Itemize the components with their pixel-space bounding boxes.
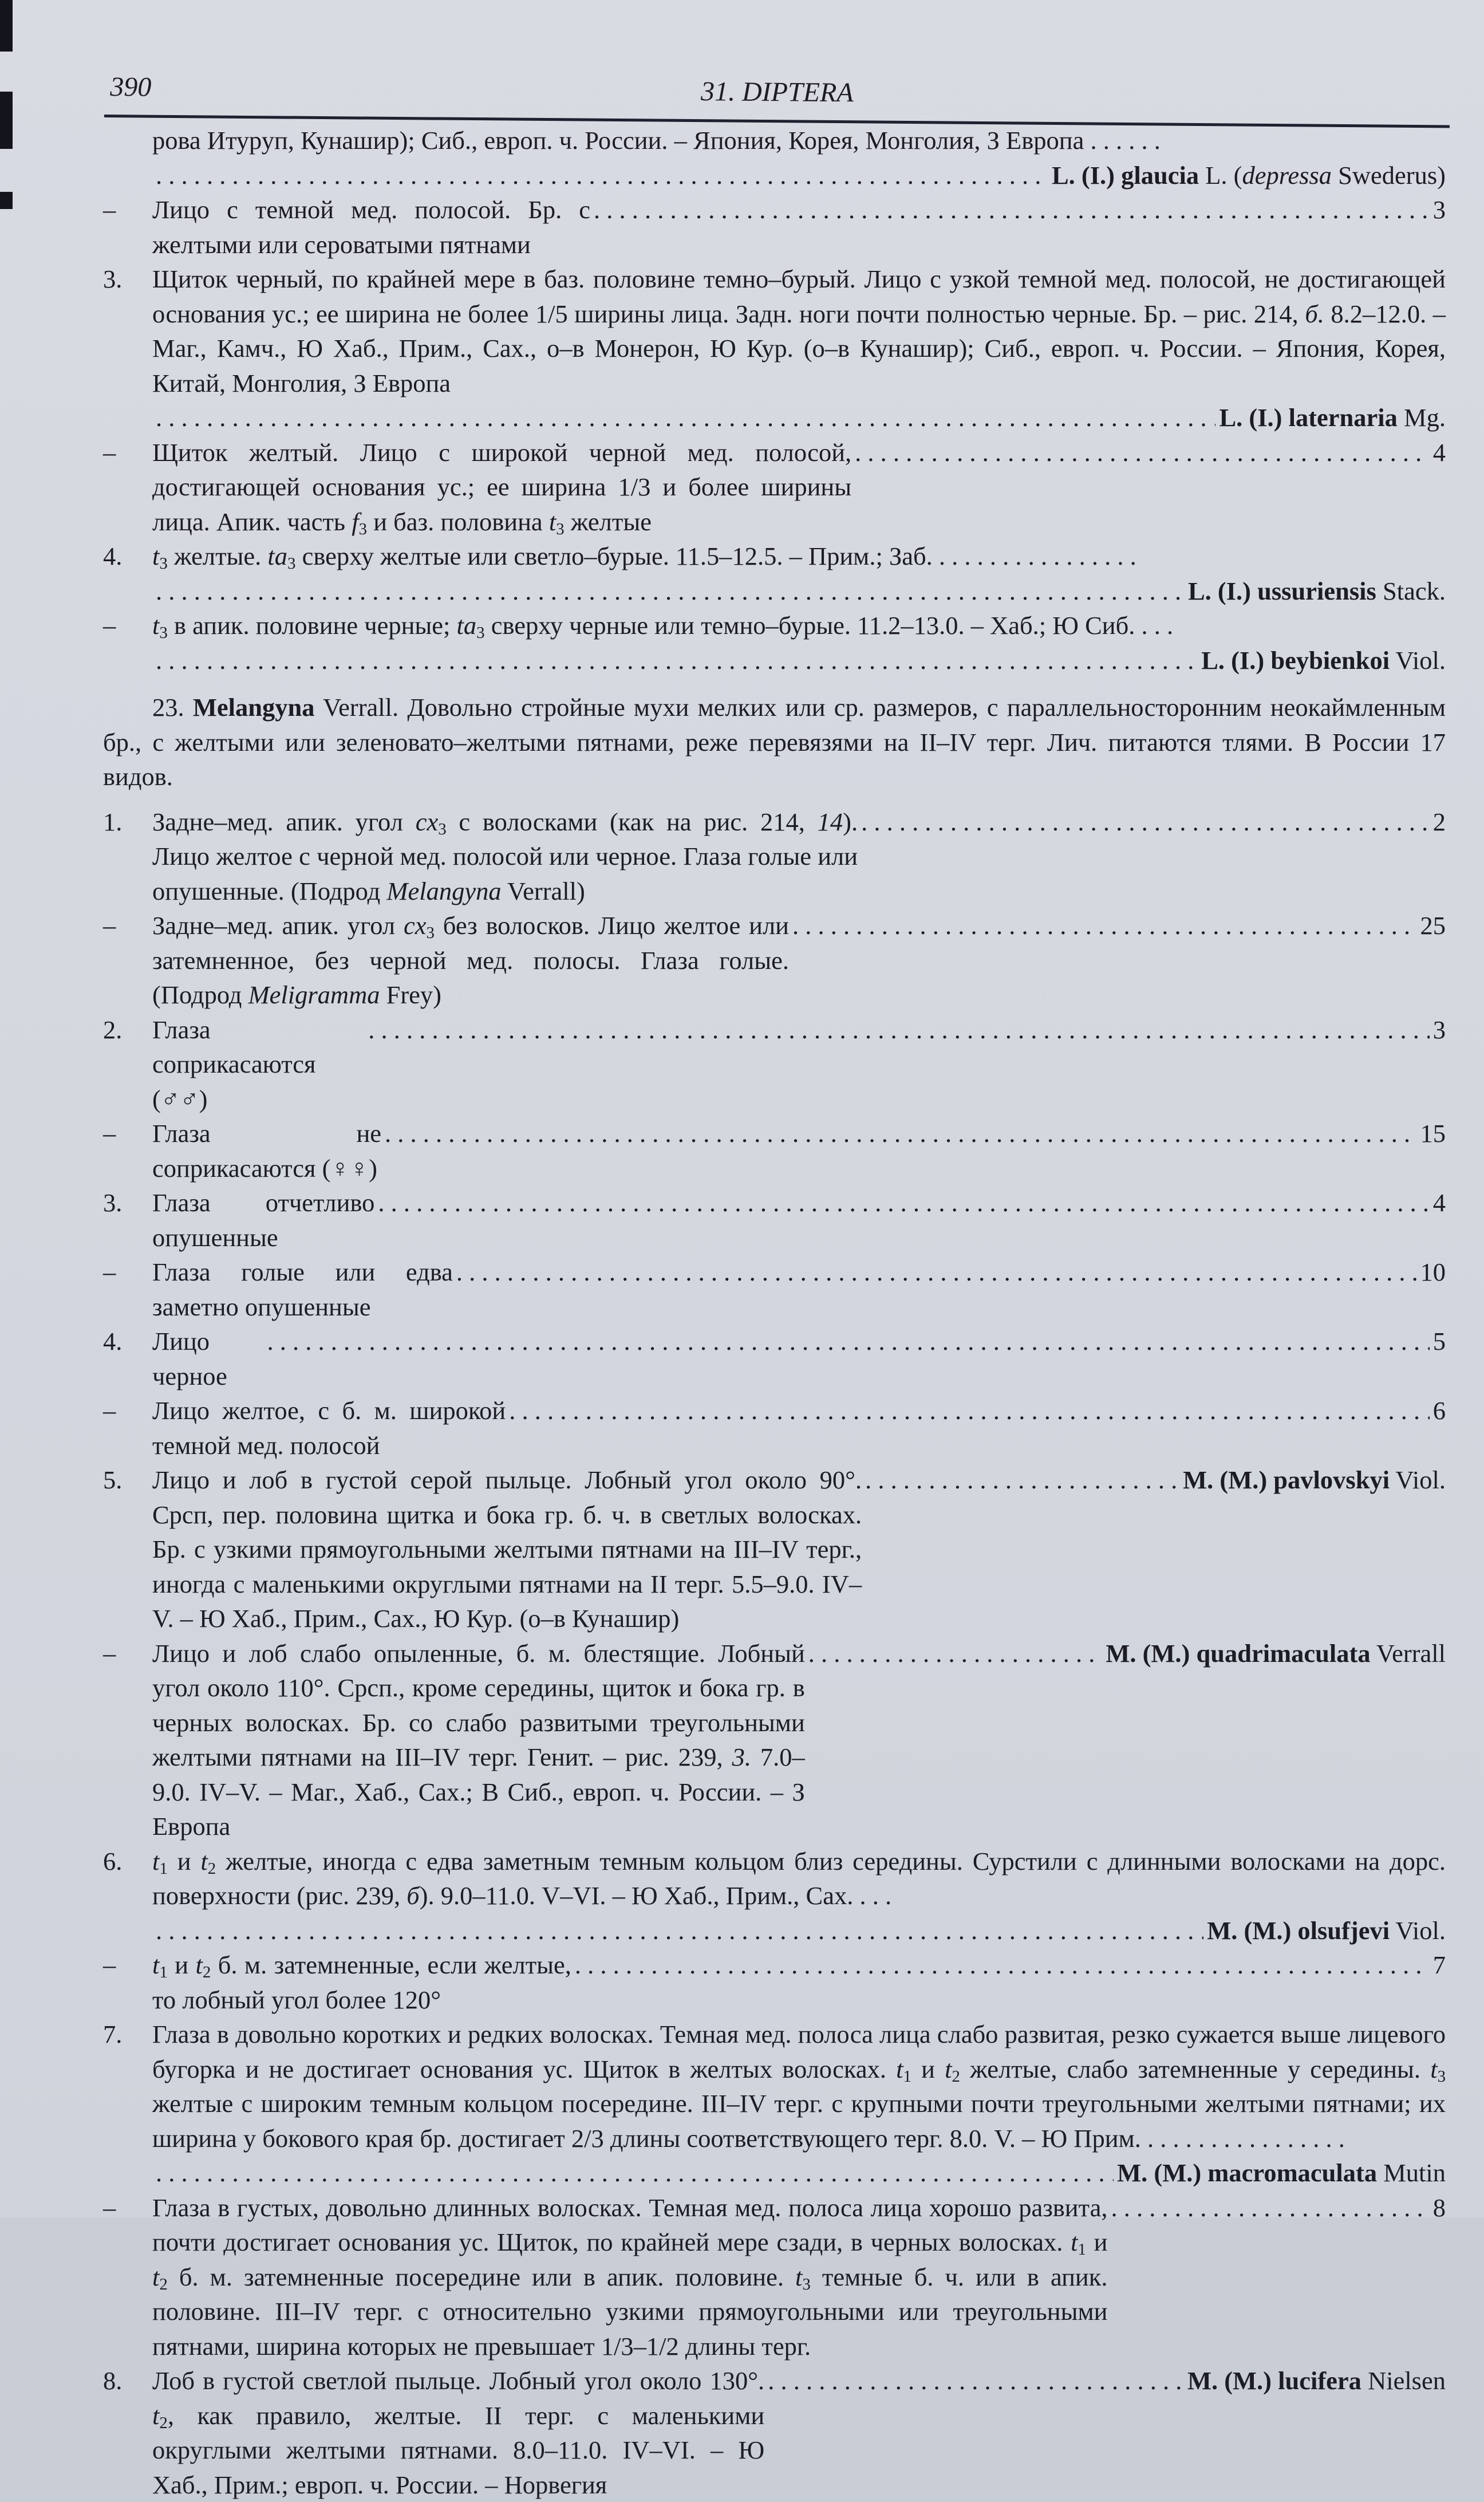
lead-number: 5	[1432, 1327, 1446, 1356]
subscript: 2	[207, 1859, 216, 1878]
key-couplet	[103, 262, 1446, 435]
leader-dots	[861, 805, 1430, 840]
subscript: 3	[476, 624, 485, 643]
tibia-symbol: t	[195, 1951, 203, 1979]
subgenus-name: Meligramma	[248, 980, 380, 1009]
couplet-marker: –	[103, 1258, 116, 1286]
couplet-text: в апик. половине черные;	[173, 611, 451, 640]
lead-number: 4	[1432, 438, 1446, 467]
couplet-text: 7.0–9.0. IV–V. – Маг., Хаб., Сах.; В Сиб., европ. ч. России. – З Европа	[152, 1743, 805, 1841]
leader-dots	[575, 1948, 1430, 1983]
couplet-text: Глаза соприкасаются (♂♂)	[152, 1015, 316, 1113]
conjunction: и	[177, 1846, 191, 1875]
tarsus-symbol: ta	[456, 611, 477, 640]
lead-number: 2	[1432, 807, 1446, 836]
leader-dots	[368, 1012, 1430, 1047]
subscript: 3	[159, 554, 168, 573]
tibia-symbol: t	[152, 2401, 160, 2430]
couplet-text: б. м. затемненные посередине или в апик. половине.	[179, 2262, 784, 2291]
couplet-text: Щиток черный, по крайней мере в баз. половине темно–бурый. Лицо с узкой темной мед. полосой, не достигающей основания ус.; ее ширина не более 1/5 ширины лица. Задн. ноги почти полностью черные. Бр. – рис. 214,	[152, 265, 1446, 328]
subscript: 3	[287, 554, 296, 573]
couplet-marker: 7.	[103, 2020, 123, 2048]
key-couplet	[103, 805, 1446, 909]
couplet-text: Глаза в довольно коротких и редких волосках. Темная мед. полоса лица слабо развитая, резко сужается выше лицевого бугорка и не достигает основания ус. Щиток в желтых волосках.	[152, 2020, 1446, 2083]
key-couplet	[103, 2363, 1446, 2502]
taxon-name: M. (M.) macromaculata	[1117, 2158, 1378, 2187]
genus-number: 23.	[152, 693, 184, 722]
subscript: 1	[159, 1859, 168, 1878]
subscript: 2	[159, 2275, 168, 2294]
lead-number: 3	[1432, 195, 1446, 224]
couplet-text: ). Лицо желтое с черной мед. полосой или черное. Глаза голые или опушенные. (Подрод	[152, 807, 858, 905]
lead-number: 7	[1432, 1951, 1446, 1979]
couplet-text: Глаза не соприкасаются (♀♀)	[152, 1119, 382, 1183]
couplet-text: с волосками (как на рис. 214,	[459, 807, 805, 836]
taxon-name: L. (I.) glaucia	[1051, 160, 1199, 190]
couplet-text: Лицо и лоб слабо опыленные, б. м. блестящие. Лобный угол около 110°. Срсп., кроме середины, щиток и бока гр. в черных волосках. Бр. со слабо развитыми треугольными желтыми пятнами на III–IV терг. Генит. – рис. 239,	[152, 1638, 805, 1771]
genus-text: Довольно стройные мухи мелких или ср. размеров, с параллельносторонним неокаймленным бр., с желтыми или зеленовато–желтыми пятнами, реже перевязями на II–IV терг. Лич. питаются тлями. В России 17 видов.	[103, 693, 1446, 791]
leader-dots	[865, 1463, 1179, 1498]
leader-dots	[267, 1324, 1430, 1359]
leader-dots	[509, 1393, 1430, 1428]
binding-shadow	[0, 192, 13, 209]
subscript: 1	[1078, 2240, 1086, 2259]
taxon-name: M. (M.) lucifera	[1187, 2366, 1361, 2395]
synonym-author: Swederus)	[1338, 160, 1446, 190]
running-head: 31. DIPTERA	[700, 76, 854, 108]
leader-dots	[594, 192, 1430, 227]
subscript: 3	[438, 819, 447, 838]
key-couplet	[103, 1185, 1446, 1255]
subscript: 3	[802, 2275, 811, 2294]
key-couplet	[103, 908, 1446, 1012]
synonym: depressa	[1242, 160, 1332, 190]
subscript: 2	[159, 2413, 168, 2432]
couplet-marker: 5.	[103, 1465, 123, 1494]
taxon-name: M. (M.) quadrimaculata	[1106, 1638, 1371, 1668]
key-couplet: 4. $t_3$ желтые. $ta_3$ сверху желтые или светло–бурые. 11.5–12.5. – Прим.; Заб. . . . . . . . . . . . . . . . . . . . L. (I.) ussuriensis Stack.	[103, 539, 1446, 608]
lead-number: 10	[1420, 1258, 1446, 1286]
taxon-name: L. (I.) beybienkoi	[1201, 645, 1390, 675]
couplet-text: рова Итуруп, Кунашир); Сиб., европ. ч. России. – Япония, Корея, Монголия, З Европа	[152, 126, 1084, 155]
subgenus-author: Frey)	[386, 980, 441, 1009]
couplet-marker: –	[103, 438, 116, 467]
taxon-author: Nielsen	[1368, 2366, 1446, 2395]
couplet-text: без волосков. Лицо желтое или затемненное, без черной мед. полосы. Глаза голые. (Подрод	[152, 911, 789, 1009]
taxon-name: L. (I.) ussuriensis	[1187, 576, 1376, 605]
key-couplet: рова Итуруп, Кунашир); Сиб., европ. ч. России. – Япония, Корея, Монголия, З Европа . . . . . . . . . L. (I.) glaucia L. (depressa Swederus)	[103, 123, 1446, 192]
subgenus-author: Verrall)	[507, 876, 585, 905]
taxon-author: Viol.	[1395, 1465, 1446, 1494]
couplet-text: б. м. затемненные, если желтые, то лобный угол более 120°	[152, 1951, 571, 2014]
taxon-author: Stack.	[1383, 576, 1446, 605]
key-couplet	[103, 1463, 1446, 1636]
couplet-marker: 4.	[103, 1327, 123, 1356]
couplet-text: ). 9.0–11.0. V–VI. – Ю Хаб., Прим., Сах.	[419, 1881, 854, 1910]
key-couplet	[103, 1255, 1446, 1324]
key-couplet	[103, 1393, 1446, 1463]
couplet-text: сверху желтые или светло–бурые. 11.5–12.5. – Прим.; Заб.	[302, 542, 933, 570]
key-couplet: – $t_3$ в апик. половине черные; $ta_3$ сверху черные или темно–бурые. 11.2–13.0. – Хаб.; Ю Сиб. . . . . . . L. (I.) beybienkoi Viol.	[103, 608, 1446, 677]
tibia-symbol: t	[1071, 2228, 1078, 2256]
page-header	[104, 69, 1450, 128]
couplet-marker: –	[103, 2193, 116, 2222]
leader-dots	[385, 1116, 1416, 1151]
leader-dots	[156, 574, 1185, 609]
lead-number: 6	[1432, 1396, 1446, 1425]
tibia-symbol: t	[152, 611, 160, 640]
binding-shadow	[0, 92, 13, 149]
figure-ref: б.	[1305, 299, 1324, 328]
taxon-author: Viol.	[1395, 1916, 1446, 1945]
taxon-author: Viol.	[1395, 645, 1446, 675]
couplet-text: желтые, слабо затемненные у середины.	[970, 2054, 1421, 2083]
couplet-marker: 2.	[103, 1015, 123, 1044]
couplet-marker: –	[103, 1638, 116, 1668]
subscript: 2	[202, 1963, 211, 1982]
couplet-marker: –	[103, 1119, 116, 1148]
couplet-text: Глаза в густых, довольно длинных волосках. Темная мед. полоса лица хорошо развита, почти достигает основания ус. Щиток, по крайней мере сзади, в черных волосках.	[152, 2193, 1108, 2256]
coxa-symbol: cx	[403, 911, 427, 940]
leader-dots	[156, 158, 1048, 193]
key-couplet: 7. Глаза в довольно коротких и редких волосках. Темная мед. полоса лица слабо развитая, резко сужается выше лицевого бугорка и не достигает основания ус. Щиток в желтых волосках. $t_1$ и $t_2$ желтые, слабо затемненные у середины. $t_3$ желтые с широким темным кольцом посередине. III–IV терг. с крупными почти треугольными желтыми пятнами; их ширина у бокового края бр. достигает 2/3 длины соответствующего терг. 8.0. V. – Ю Прим. . . . . . . . . . . . . . . . . . . . M. (M.) macromaculata Mutin	[103, 2017, 1446, 2190]
key-text	[103, 123, 1446, 2502]
tibia-symbol: t	[945, 2054, 952, 2083]
couplet-text: Щиток желтый. Лицо с широкой черной мед. полосой, достигающей основания ус.; ее ширина 1/3 и более ширины лица. Апик. часть	[152, 438, 852, 536]
key-couplet	[103, 1324, 1446, 1393]
tibia-symbol: t	[152, 2262, 160, 2291]
tibia-symbol: t	[152, 1951, 160, 1979]
tarsus-symbol: ta	[267, 542, 288, 570]
genus-name: Melangyna	[192, 693, 315, 722]
couplet-text: желтые.	[173, 542, 262, 570]
subscript: 3	[358, 519, 368, 538]
page-number: 390	[110, 72, 152, 103]
couplet-text: желтые	[570, 507, 652, 536]
leader-dots	[156, 643, 1198, 678]
lead-number: 25	[1420, 911, 1446, 940]
taxon-author: Mg.	[1404, 403, 1446, 432]
couplet-text: Лицо с темной мед. полосой. Бр. с желтыми или сероватыми пятнами	[152, 195, 591, 259]
coxa-symbol: cx	[415, 807, 439, 836]
tibia-symbol: t	[795, 2262, 803, 2291]
lead-number: 15	[1420, 1119, 1446, 1148]
subscript: 1	[903, 2067, 911, 2086]
tibia-symbol: t	[152, 542, 160, 570]
tibia-symbol: t	[200, 1846, 208, 1875]
couplet-text: желтые с широким темным кольцом посередине. III–IV терг. с крупными почти треугольными желтыми пятнами; их ширина у бокового края бр. достигает 2/3 длины соответствующего терг. 8.0. V. – Ю Прим.	[152, 2089, 1446, 2153]
tibia-symbol: t	[548, 507, 556, 536]
couplet-marker: –	[103, 195, 116, 224]
leader-dots	[855, 435, 1430, 470]
couplet-text: 8.2–12.0. – Маг., Камч., Ю Хаб., Прим., Сах., о–в Монерон, Ю Кур. (о–в Кунашир); Сиб., европ. ч. России. – Япония, Корея, Китай, Монголия, З Европа	[152, 299, 1446, 397]
couplet-text: Лоб в густой светлой пыльце. Лобный угол около 130°.	[152, 2366, 765, 2395]
subscript: 3	[1437, 2067, 1446, 2086]
couplet-marker: –	[103, 1396, 116, 1425]
leader-dots	[156, 1913, 1203, 1948]
leader-dots	[156, 400, 1215, 435]
lead-number: 4	[1432, 1188, 1446, 1217]
figure-ref: 3.	[732, 1743, 751, 1771]
leader-dots	[156, 2156, 1114, 2190]
key-couplet: 6. $t_1$ и $t_2$ желтые, иногда с едва заметным темным кольцом близ середины. Сурстили с длинными волосками на дорс. поверхности (рис. 239, б). 9.0–11.0. V–VI. – Ю Хаб., Прим., Сах. . . . . . . M. (M.) olsufjevi Viol.	[103, 1844, 1446, 1948]
conjunction: и	[921, 2054, 935, 2083]
subscript: 1	[159, 1963, 168, 1982]
femur-symbol: f	[352, 507, 359, 536]
couplet-text: темные б. ч. или в апик. половине. III–IV терг. с относительно узкими прямоугольными или треугольными пятнами, ширина которых не превышает 1/3–1/2 длины терг.	[152, 2262, 1108, 2361]
key-couplet	[103, 435, 1446, 539]
couplet-marker: –	[103, 1951, 116, 1979]
subscript: 3	[556, 519, 565, 538]
couplet-marker: 6.	[103, 1846, 123, 1875]
key-couplet	[103, 1012, 1446, 1117]
couplet-text: , как правило, желтые. II терг. с маленькими округлыми желтыми пятнами. 8.0–11.0. IV–VI. – Ю Хаб., Прим.; европ. ч. России. – Норвегия	[152, 2401, 765, 2499]
taxon-author: Verrall	[1376, 1638, 1446, 1668]
subgenus-name: Melangyna	[386, 876, 502, 905]
couplet-marker: 1.	[103, 807, 123, 836]
genus-description	[103, 690, 1446, 794]
taxon-author: Mutin	[1383, 2158, 1446, 2187]
couplet-marker: 8.	[103, 2366, 123, 2395]
figure-ref: 14	[817, 807, 843, 836]
figure-ref: б	[406, 1881, 420, 1910]
leader-dots	[768, 2363, 1184, 2398]
couplet-text: Задне–мед. апик. угол	[152, 807, 403, 836]
binding-shadow	[0, 0, 13, 52]
couplet-text: Лицо черное	[152, 1327, 227, 1390]
subscript: 3	[426, 924, 435, 943]
couplet-marker: –	[103, 611, 116, 640]
couplet-text: и баз. половина	[373, 507, 543, 536]
couplet-marker: –	[103, 911, 116, 940]
couplet-text: Глаза отчетливо опушенные	[152, 1188, 375, 1252]
key-couplet	[103, 2190, 1446, 2364]
couplet-text: Задне–мед. апик. угол	[152, 911, 396, 940]
key-couplet	[103, 1948, 1446, 2017]
leader-dots	[808, 1636, 1103, 1671]
tibia-symbol: t	[152, 1846, 160, 1875]
taxon-name: L. (I.) laternaria	[1219, 403, 1398, 432]
taxon-author: L. (	[1205, 160, 1242, 190]
couplet-marker: 3.	[103, 265, 123, 293]
couplet-text: Глаза голые или едва заметно опушенные	[152, 1258, 453, 1321]
key-couplet	[103, 1636, 1446, 1844]
leader-dots	[378, 1185, 1429, 1220]
couplet-text: сверху черные или темно–бурые. 11.2–13.0. – Хаб.; Ю Сиб.	[491, 611, 1135, 640]
key-couplet	[103, 1116, 1446, 1185]
key-couplet	[103, 192, 1446, 262]
leader-dots	[456, 1255, 1417, 1290]
conjunction: и	[175, 1951, 189, 1979]
taxon-name: M. (M.) pavlovskyi	[1183, 1465, 1390, 1494]
subscript: 2	[952, 2067, 960, 2086]
leader-dots	[1111, 2190, 1430, 2225]
couplet-text: Лицо желтое, с б. м. широкой темной мед. полосой	[152, 1396, 506, 1460]
tibia-symbol: t	[1430, 2054, 1438, 2083]
leader-dots	[792, 908, 1417, 943]
subscript: 3	[159, 624, 168, 643]
couplet-text: Лицо и лоб в густой серой пыльце. Лобный угол около 90°. Срсп, пер. половина щитка и бока гр. б. ч. в светлых волосках. Бр. с узкими прямоугольными желтыми пятнами на III–IV терг., иногда с маленькими округлыми пятнами на II терг. 5.5–9.0. IV–V. – Ю Хаб., Прим., Сах., Ю Кур. (о–в Кунашир)	[152, 1465, 862, 1633]
taxon-name: M. (M.) olsufjevi	[1207, 1916, 1390, 1945]
couplet-text: желтые, иногда с едва заметным темным кольцом близ середины. Сурстили с длинными волосками на дорс. поверхности (рис. 239,	[152, 1846, 1446, 1910]
couplet-marker: 3.	[103, 1188, 123, 1217]
lead-number: 3	[1432, 1015, 1446, 1044]
lead-number: 8	[1432, 2193, 1446, 2222]
conjunction: и	[1094, 2228, 1108, 2256]
tibia-symbol: t	[896, 2054, 903, 2083]
genus-author: Verrall.	[322, 693, 399, 722]
couplet-marker: 4.	[103, 542, 123, 570]
